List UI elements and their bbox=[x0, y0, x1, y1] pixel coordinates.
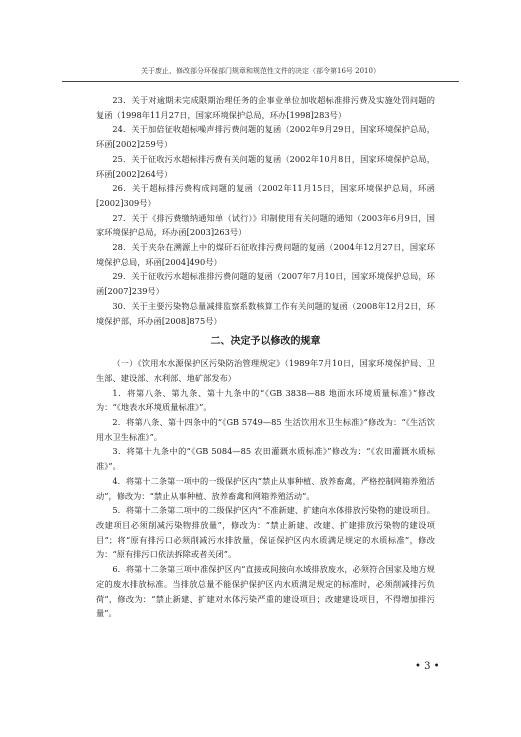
header-rule bbox=[62, 81, 459, 82]
document-body bbox=[96, 93, 435, 621]
list-item-29: 29．关于征收污水超标准排污费问题的复函（2007年7月10日，国家环境保护总局，环函[2007]239号） bbox=[96, 271, 435, 297]
amendment-item-1: 1．将第八条、第九条、第十九条中的“《GB 3838—88 地面水环境质量标准》”修改为：“《地表水环境质量标准》”。 bbox=[96, 387, 435, 413]
section-title: 二、决定予以修改的规章 bbox=[210, 336, 321, 348]
amendment-item-5: 5．将第十二条第二项中的二级保护区内“不准新建、扩建向水体排放污染物的建设项目。改建项目必须削减污染物排放量”，修改为：“禁止新建、改建、扩建排放污染物的建设项目”；将“原有排污口必须削减污水排放量，保证保护区内水质满足规定的水质标准”，修改为：“原有排污口依法拆除或者关闭”。 bbox=[96, 505, 435, 560]
list-item-30: 30．关于主要污染物总量减排监察系数核算工作有关问题的复函（2008年12月2日，环境保护部，环办函[2008]875号） bbox=[96, 300, 435, 326]
list-item-23: 23．关于对逾期未完成限期治理任务的企事业单位加收超标准排污费及实施处罚问题的复函（1998年11月27日，国家环境保护总局，环办[1998]283号） bbox=[96, 95, 435, 120]
amendment-item-2: 2．将第八条、第十四条中的“《GB 5749—85 生活饮用水卫生标准》”修改为：“《生活饮用水卫生标准》”。 bbox=[96, 417, 435, 442]
running-header: 关于废止、修改部分环保部门规章和规范性文件的决定（部令第16号 2010） bbox=[141, 67, 380, 75]
regulation-heading: （一）《饮用水水源保护区污染防治管理规定》（1989年7月10日，国家环境保护局、卫生部、建设部、水利部、地矿部发布） bbox=[96, 358, 435, 383]
list-item-26: 26．关于超标排污费构成问题的复函（2002年11月15日，国家环境保护总局，环函[2002]309号） bbox=[96, 183, 435, 208]
amendment-item-3: 3．将第十九条中的“《GB 5084—85 农田灌溉水质标准》”修改为：“《农田灌溉水质标准》”。 bbox=[96, 446, 435, 472]
list-item-25: 25．关于征收污水超标排污费有关问题的复函（2002年10月8日，国家环境保护总局，环函[2002]264号） bbox=[96, 153, 435, 179]
list-item-27: 27．关于《排污费缴纳通知单（试行）》印制使用有关问题的通知（2003年6月9日，国家环境保护总局，环办函[2003]263号） bbox=[96, 212, 435, 238]
page-number: • 3 • bbox=[415, 661, 440, 672]
amendment-item-4: 4．将第十二条第一项中的一级保护区内“禁止从事种植、放养畜禽，严格控制网箱养殖活动”，修改为：“禁止从事种植、放养畜禽和网箱养殖活动”。 bbox=[96, 475, 435, 501]
amendment-item-6: 6．将第十二条第三项中准保护区内“直接或间接向水域排放废水，必须符合国家及地方规定的废水排放标准。当排放总量不能保护保护区内水质满足规定的标准时，必须削减排污负荷”，修改为：“禁止新建、扩建对水体污染严重的建设项目；改建建设项目，不得增加排污量”。 bbox=[96, 564, 435, 619]
list-item-24: 24．关于加倍征收超标噪声排污费问题的复函（2002年9月29日，国家环境保护总局，环函[2002]259号） bbox=[96, 124, 435, 150]
list-item-28: 28．关于夹杂在溯源上中的煤矸石征收排污费问题的复函（2004年12月27日，国家环境保护总局，环函[2004]490号） bbox=[96, 242, 435, 267]
